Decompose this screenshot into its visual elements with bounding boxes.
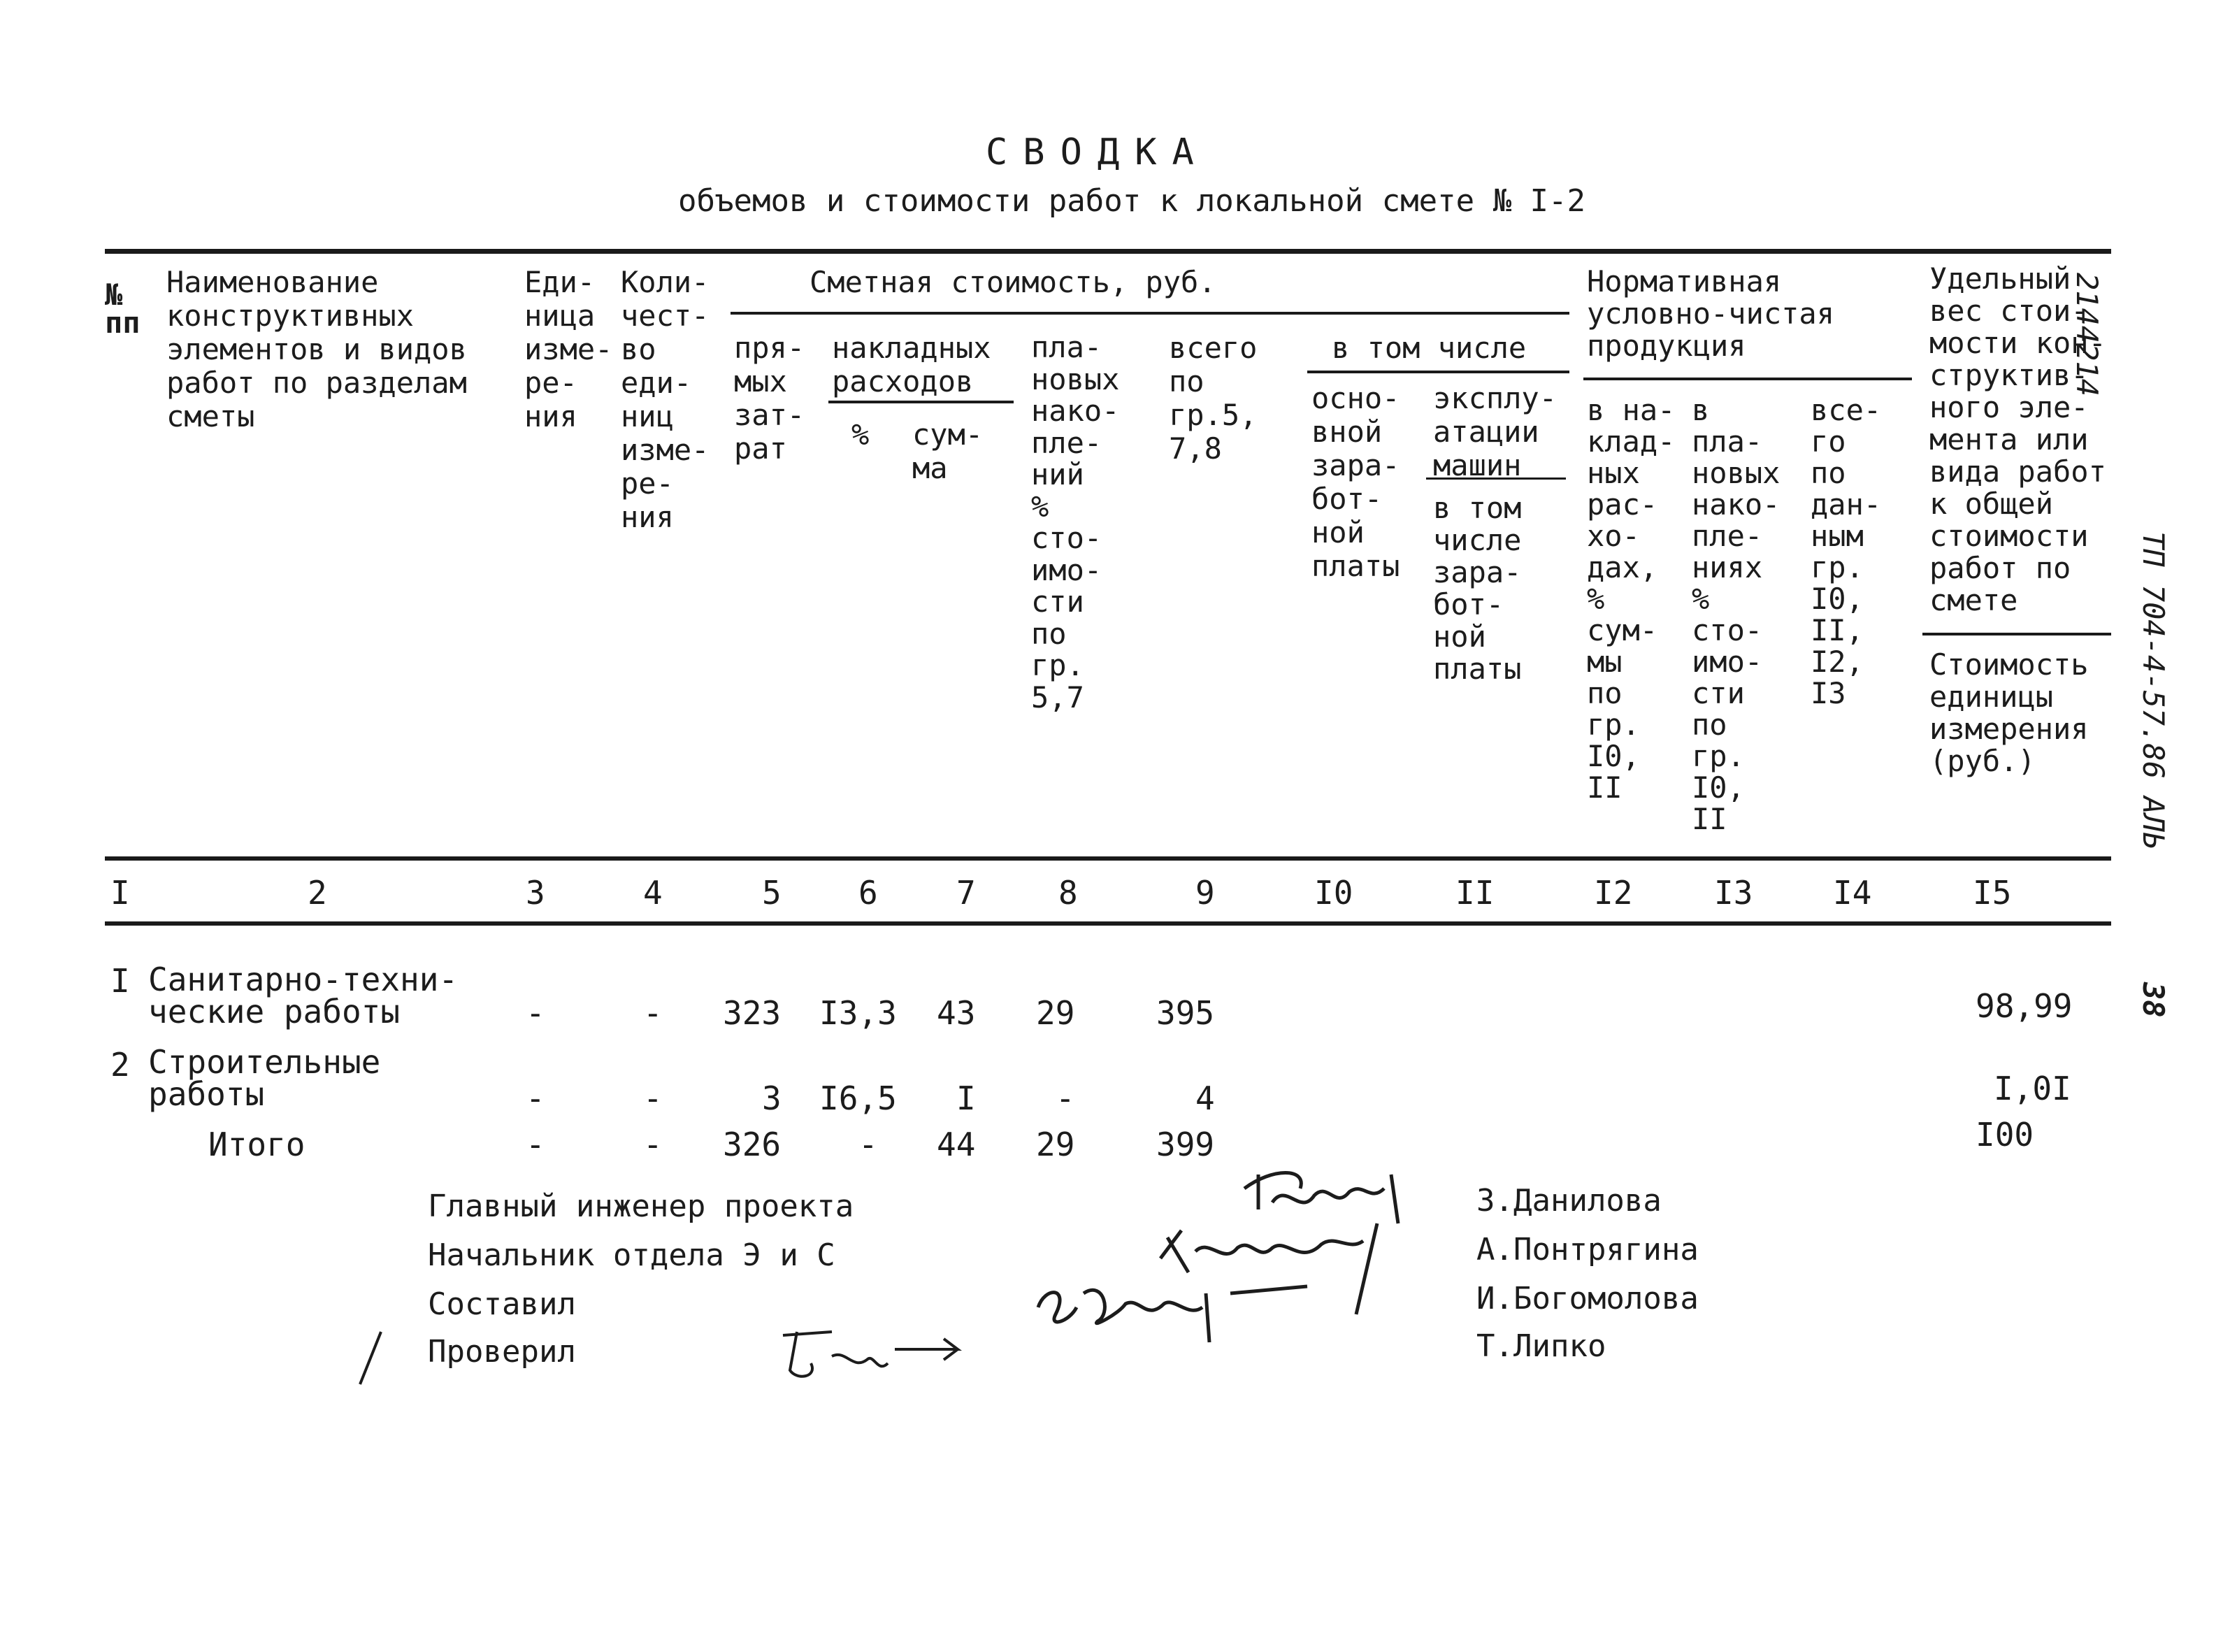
colnum-9: 9	[1195, 874, 1215, 912]
row-pct: I3,3	[819, 994, 897, 1032]
row-direct: 326	[723, 1126, 782, 1163]
numbers-bottom-rule	[105, 921, 2111, 926]
header-col15b: Стоимость единицы измерения (руб.)	[1929, 647, 2089, 778]
row-total: 4	[1195, 1079, 1215, 1117]
row-qty: -	[643, 994, 663, 1032]
header-col8: пла- новых нако- пле- ний % сто- имо- сти по гр. 5,7	[1031, 330, 1120, 714]
colnum-3: 3	[526, 874, 545, 912]
row-qty: -	[643, 1126, 663, 1163]
row-name: Санитарно-техни- ческие работы	[148, 961, 459, 1030]
header-col13: в пла- новых нако- пле- ниях % сто- имо- сти по гр. I0, II	[1692, 393, 1781, 836]
header-incl: в том числе	[1332, 331, 1527, 365]
signature-role: Начальник отдела Э и С	[428, 1237, 835, 1273]
row-unit: -	[526, 1126, 545, 1163]
share-divider-rule	[1922, 633, 2111, 635]
header-col2: Наименование конструктивных элементов и видов работ по разделам сметы	[166, 265, 467, 433]
colnum-5: 5	[762, 874, 782, 912]
signature-role: Составил	[428, 1286, 576, 1322]
colnum-13: I3	[1714, 874, 1753, 912]
row-sum: 43	[937, 994, 976, 1032]
header-col6: %	[851, 417, 870, 452]
header-col11b: в том числе зара- бот- ной платы	[1433, 491, 1522, 686]
row-number: I	[110, 962, 130, 1000]
margin-check-mark	[350, 1328, 391, 1391]
header-bottom-rule	[105, 856, 2111, 861]
row-number: 2	[110, 1046, 130, 1084]
header-col3: Еди- ница изме- ре- ния	[524, 265, 613, 433]
header-col12: в на- клад- ных рас- хо- дах, % сум- мы по гр. I0, II	[1587, 393, 1676, 805]
header-norm-group: Нормативная условно-чистая продукция	[1587, 264, 1835, 363]
row-direct: 3	[762, 1079, 782, 1117]
header-col11a: эксплу- атации машин	[1433, 381, 1558, 482]
document-title: СВОДКА	[986, 131, 1209, 173]
colnum-6: 6	[858, 874, 878, 912]
header-col4: Коли- чест- во еди- ниц изме- ре- ния	[621, 265, 710, 534]
handwritten-signature-checker	[769, 1314, 979, 1391]
colnum-12: I2	[1594, 874, 1633, 912]
handwritten-signature-compiler	[1028, 1265, 1321, 1349]
table-top-rule	[105, 249, 2111, 254]
margin-code: ТП 704-4-57.86 АЛЬ	[2136, 531, 2171, 850]
signature-name: И.Богомолова	[1476, 1281, 1699, 1316]
colnum-10: I0	[1314, 874, 1353, 912]
header-col15a: Удельный вес стои- мости кон- структив- ного эле- мента или вида работ к общей стоимости работ по смете	[1929, 261, 2106, 617]
header-overhead: накладных расходов	[832, 331, 991, 398]
signature-role: Проверил	[428, 1334, 576, 1370]
signature-role: Главный инженер проекта	[428, 1188, 854, 1224]
document-subtitle: объемов и стоимости работ к локальной смете № I-2	[678, 183, 1586, 219]
colnum-14: I4	[1833, 874, 1872, 912]
signature-name: А.Понтрягина	[1476, 1232, 1699, 1267]
colnum-4: 4	[643, 874, 663, 912]
incl-rule	[1307, 371, 1569, 373]
row-unit: -	[526, 994, 545, 1032]
header-col9: всего по гр.5, 7,8	[1169, 331, 1258, 466]
row-planned: -	[1056, 1079, 1075, 1117]
signature-name: Т.Липко	[1476, 1328, 1606, 1364]
colnum-11: II	[1455, 874, 1495, 912]
header-cost-group: Сметная стоимость, руб.	[810, 265, 1216, 299]
row-total: 399	[1156, 1126, 1215, 1163]
header-col7: сум- ма	[912, 417, 984, 485]
cost-group-rule	[731, 312, 1569, 315]
row-sum: 44	[937, 1126, 976, 1163]
row-qty: -	[643, 1079, 663, 1117]
row-unit: -	[526, 1079, 545, 1117]
row-share: 98,99	[1976, 987, 2073, 1025]
header-col10: осно- вной зара- бот- ной платы	[1311, 381, 1400, 583]
colnum-1: I	[110, 874, 130, 912]
row-name: Итого	[208, 1126, 305, 1163]
row-direct: 323	[723, 994, 782, 1032]
row-share: I00	[1976, 1116, 2034, 1154]
header-col5: пря- мых зат- рат	[734, 331, 805, 466]
colnum-2: 2	[308, 874, 327, 912]
header-col1: № пп	[105, 278, 141, 340]
row-name: Строительные работы	[148, 1043, 381, 1113]
row-planned: 29	[1036, 1126, 1075, 1163]
row-pct: -	[858, 1126, 878, 1163]
row-pct: I6,5	[819, 1079, 897, 1117]
norm-group-rule	[1583, 378, 1912, 380]
row-sum: I	[956, 1079, 976, 1117]
overhead-rule	[828, 401, 1014, 403]
row-total: 395	[1156, 994, 1215, 1032]
colnum-15: I5	[1973, 874, 2012, 912]
signature-name: З.Данилова	[1476, 1183, 1662, 1219]
header-col14: все- го по дан- ным гр. I0, II, I2, I3	[1811, 393, 1882, 710]
margin-page-number: 38	[2136, 982, 2171, 1018]
row-share: I,0I	[1994, 1070, 2071, 1107]
row-planned: 29	[1036, 994, 1075, 1032]
margin-number-top: 2144214	[2070, 273, 2104, 397]
colnum-8: 8	[1058, 874, 1078, 912]
colnum-7: 7	[956, 874, 976, 912]
